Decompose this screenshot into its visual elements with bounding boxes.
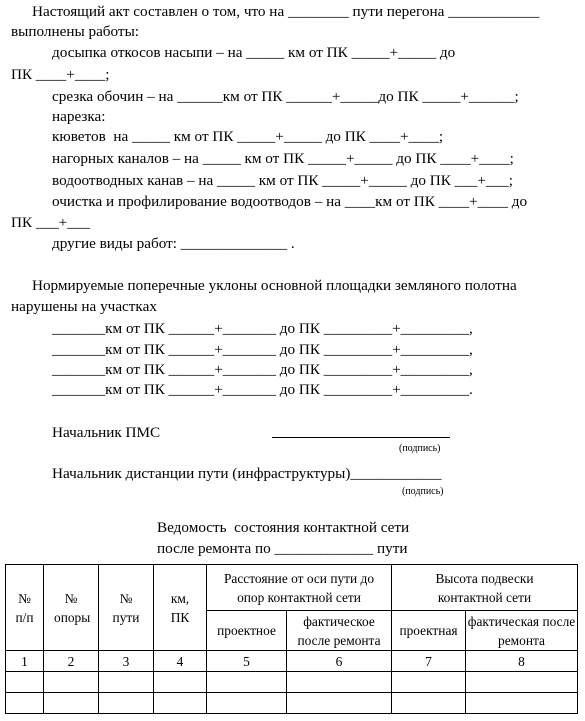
- act-intro-line1: Настоящий акт составлен о том, что на ________ пути перегона ____________: [32, 3, 540, 20]
- slope-row: _______км от ПК ______+_______ до ПК _________+_________.: [52, 381, 473, 398]
- table-row: [6, 672, 578, 693]
- work-upland-channels: нагорных каналов – на _____ км от ПК _____+_____ до ПК ____+____;: [52, 150, 514, 167]
- column-number: 6: [287, 651, 392, 672]
- work-other: другие виды работ: ______________ .: [52, 235, 295, 252]
- work-drainage-ditches: водоотводных канав – на _____ км от ПК _____+_____ до ПК ___+___;: [52, 172, 513, 189]
- act-intro-line2: выполнены работы:: [11, 23, 139, 40]
- col-group-height: Высота подвески контактной сети: [392, 565, 578, 611]
- column-number: 2: [44, 651, 99, 672]
- work-shoulders: срезка обочин – на ______км от ПК ______+_____до ПК _____+______;: [52, 88, 519, 105]
- col-header-np: № п/п: [6, 565, 44, 651]
- column-number: 3: [99, 651, 154, 672]
- pms-head-label: Начальник ПМС: [52, 424, 161, 441]
- work-embankment-line1: досыпка откосов насыпи – на _____ км от ПК _____+_____ до: [52, 44, 456, 61]
- column-number: 1: [6, 651, 44, 672]
- slope-row: _______км от ПК ______+_______ до ПК _________+_________,: [52, 341, 473, 358]
- work-cleaning-line1: очистка и профилирование водоотводов – на ____км от ПК ____+____ до: [52, 193, 528, 210]
- sub-header-actual-height: фактическая после ремонта: [466, 611, 578, 651]
- col-header-track: № пути: [99, 565, 154, 651]
- sub-header-design-distance: проектное: [207, 611, 287, 651]
- distance-signature-caption: (подпись): [402, 486, 444, 497]
- contact-network-table: [5, 564, 578, 714]
- col-group-distance: Расстояние от оси пути до опор контактной сети: [207, 565, 392, 611]
- vedomost-title-line1: Ведомость состояния контактной сети: [157, 519, 410, 536]
- table-row: [6, 693, 578, 714]
- sub-header-design-height: проектная: [392, 611, 466, 651]
- work-cutting-heading: нарезка:: [52, 108, 106, 125]
- col-header-support: № опоры: [44, 565, 99, 651]
- column-number: 7: [392, 651, 466, 672]
- column-number: 5: [207, 651, 287, 672]
- work-embankment-line2: ПК ____+____;: [11, 66, 110, 83]
- vedomost-title-line2: после ремонта по _____________ пути: [157, 540, 408, 557]
- work-ditches: кюветов на _____ км от ПК _____+_____ до ПК ____+____;: [52, 128, 444, 145]
- pms-signature-line: [272, 437, 450, 438]
- slopes-line1: Нормируемые поперечные уклоны основной площадки земляного полотна: [32, 277, 517, 294]
- work-cleaning-line2: ПК ___+___: [11, 214, 91, 231]
- distance-head-label: Начальник дистанции пути (инфраструктуры)____________: [52, 465, 442, 482]
- sub-header-actual-distance: фактическое после ремонта: [287, 611, 392, 651]
- slope-row: _______км от ПК ______+_______ до ПК _________+_________,: [52, 320, 473, 337]
- pms-signature-caption: (подпись): [399, 443, 441, 454]
- col-header-km: км, ПК: [154, 565, 207, 651]
- column-number: 8: [466, 651, 578, 672]
- slopes-line2: нарушены на участках: [11, 298, 157, 315]
- column-number: 4: [154, 651, 207, 672]
- slope-row: _______км от ПК ______+_______ до ПК _________+_________,: [52, 361, 473, 378]
